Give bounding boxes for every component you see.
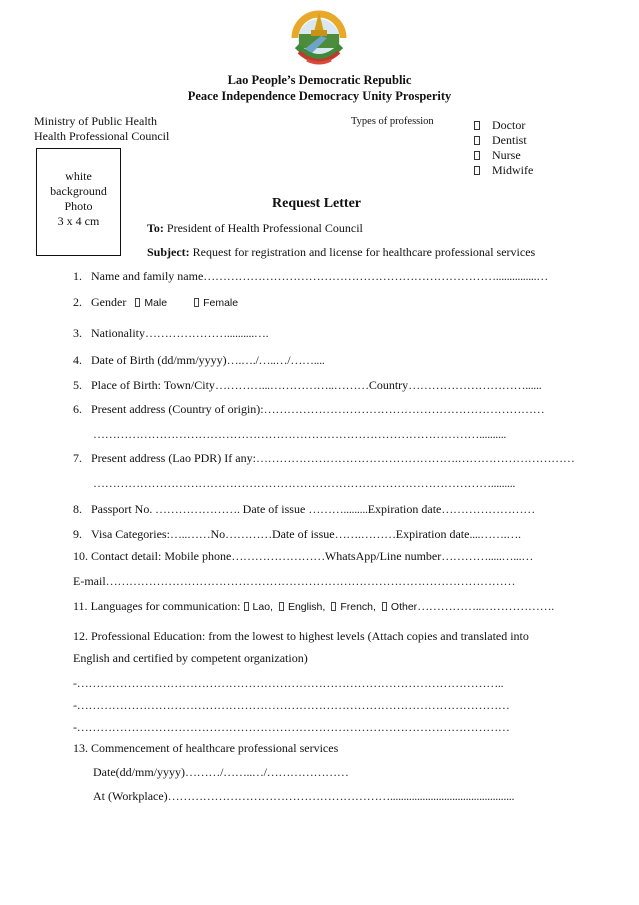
language-option-other[interactable]: Other bbox=[376, 601, 417, 613]
field-commencement-label: 13. Commencement of healthcare professional services bbox=[73, 741, 339, 755]
checkbox-icon[interactable] bbox=[279, 602, 284, 611]
checkbox-icon[interactable] bbox=[474, 166, 480, 175]
language-option-english[interactable]: English, bbox=[273, 601, 325, 613]
checkbox-icon[interactable] bbox=[474, 136, 480, 145]
photo-text: Photo bbox=[64, 199, 93, 213]
language-option-french[interactable]: French, bbox=[325, 601, 376, 613]
field-address-lao[interactable]: 7. Present address (Lao PDR) If any:…………………………………………….………………………… bbox=[73, 451, 575, 465]
council-name: Health Professional Council bbox=[34, 129, 170, 143]
national-motto: Peace Independence Democracy Unity Prosperity bbox=[187, 89, 452, 103]
checkbox-icon[interactable] bbox=[382, 602, 387, 611]
field-workplace[interactable]: At (Workplace)………………………………………………….............................................. bbox=[93, 789, 515, 803]
field-languages: 11. Languages for communication: Lao, English, French, Other……………..………………. bbox=[73, 599, 554, 613]
language-other-input[interactable]: ……………..………………. bbox=[417, 599, 554, 613]
field-commencement-date[interactable]: Date(dd/mm/yyyy)………/……..…/………………… bbox=[93, 765, 349, 779]
profession-option-nurse[interactable]: Nurse bbox=[474, 148, 521, 163]
field-nationality[interactable]: 3. Nationality…………………..........…. bbox=[73, 326, 269, 340]
letter-title: Request Letter bbox=[272, 196, 362, 211]
checkbox-icon[interactable] bbox=[474, 121, 480, 130]
field-visa[interactable]: 9. Visa Categories:…..……No…………Date of issue…….………Expiration date....…….…. bbox=[73, 527, 521, 541]
profession-option-doctor[interactable]: Doctor bbox=[474, 118, 525, 133]
field-place-of-birth[interactable]: 5. Place of Birth: Town/City…………...……………..………Country…………………………...... bbox=[73, 378, 542, 392]
photo-placeholder bbox=[36, 148, 121, 256]
checkbox-icon[interactable] bbox=[135, 298, 140, 307]
field-name[interactable]: 1. Name and family name…………………………………………………………………...............… bbox=[73, 269, 548, 283]
ministry-name: Ministry of Public Health bbox=[34, 114, 157, 128]
profession-option-midwife[interactable]: Midwife bbox=[474, 163, 533, 178]
field-education-label-2: English and certified by competent organization) bbox=[73, 651, 308, 665]
field-address-origin[interactable]: 6. Present address (Country of origin):……………………………………………………………… bbox=[73, 402, 545, 416]
checkbox-icon[interactable] bbox=[194, 298, 199, 307]
letter-recipient: To: President of Health Professional Council bbox=[147, 221, 363, 235]
field-date-of-birth[interactable]: 4. Date of Birth (dd/mm/yyyy)….…./…..…/…….... bbox=[73, 353, 325, 367]
language-option-lao[interactable]: Lao, bbox=[244, 601, 273, 613]
country-name: Lao People’s Democratic Republic bbox=[227, 73, 412, 87]
photo-text: 3 x 4 cm bbox=[57, 214, 100, 228]
letter-subject: Subject: Request for registration and license for healthcare professional services bbox=[147, 245, 536, 259]
field-education-label: 12. Professional Education: from the lowest to highest levels (Attach copies and translated into bbox=[73, 629, 529, 643]
field-address-origin-line2[interactable]: ……………………………………………………………………………………….......... bbox=[93, 427, 507, 441]
gender-option-female[interactable]: Female bbox=[188, 297, 238, 309]
field-email[interactable]: E-mail…………………………………………………………………………………………… bbox=[73, 574, 516, 588]
field-address-lao-line2[interactable]: …………………………………………………………………………………………......... bbox=[93, 476, 516, 490]
education-row[interactable]: -……………………………………………………………………………………………….. bbox=[73, 676, 504, 690]
checkbox-icon[interactable] bbox=[244, 602, 249, 611]
gender-option-male[interactable]: Male bbox=[129, 297, 167, 309]
checkbox-icon[interactable] bbox=[474, 151, 480, 160]
lao-national-emblem-icon bbox=[287, 8, 351, 70]
photo-text: white bbox=[65, 169, 92, 183]
field-contact[interactable]: 10. Contact detail: Mobile phone……………………WhatsApp/Line number………….....…...… bbox=[73, 549, 534, 563]
profession-types-label: Types of profession bbox=[351, 116, 434, 127]
profession-option-dentist[interactable]: Dentist bbox=[474, 133, 527, 148]
photo-text: background bbox=[50, 184, 107, 198]
field-gender: 2. Gender Male Female bbox=[73, 295, 239, 309]
education-row[interactable]: -………………………………………………………………………………………………… bbox=[73, 720, 510, 734]
education-row[interactable]: -………………………………………………………………………………………………… bbox=[73, 698, 510, 712]
field-passport[interactable]: 8. Passport No. …………………. Date of issue ……….........Expiration date…………………… bbox=[73, 502, 535, 516]
checkbox-icon[interactable] bbox=[331, 602, 336, 611]
